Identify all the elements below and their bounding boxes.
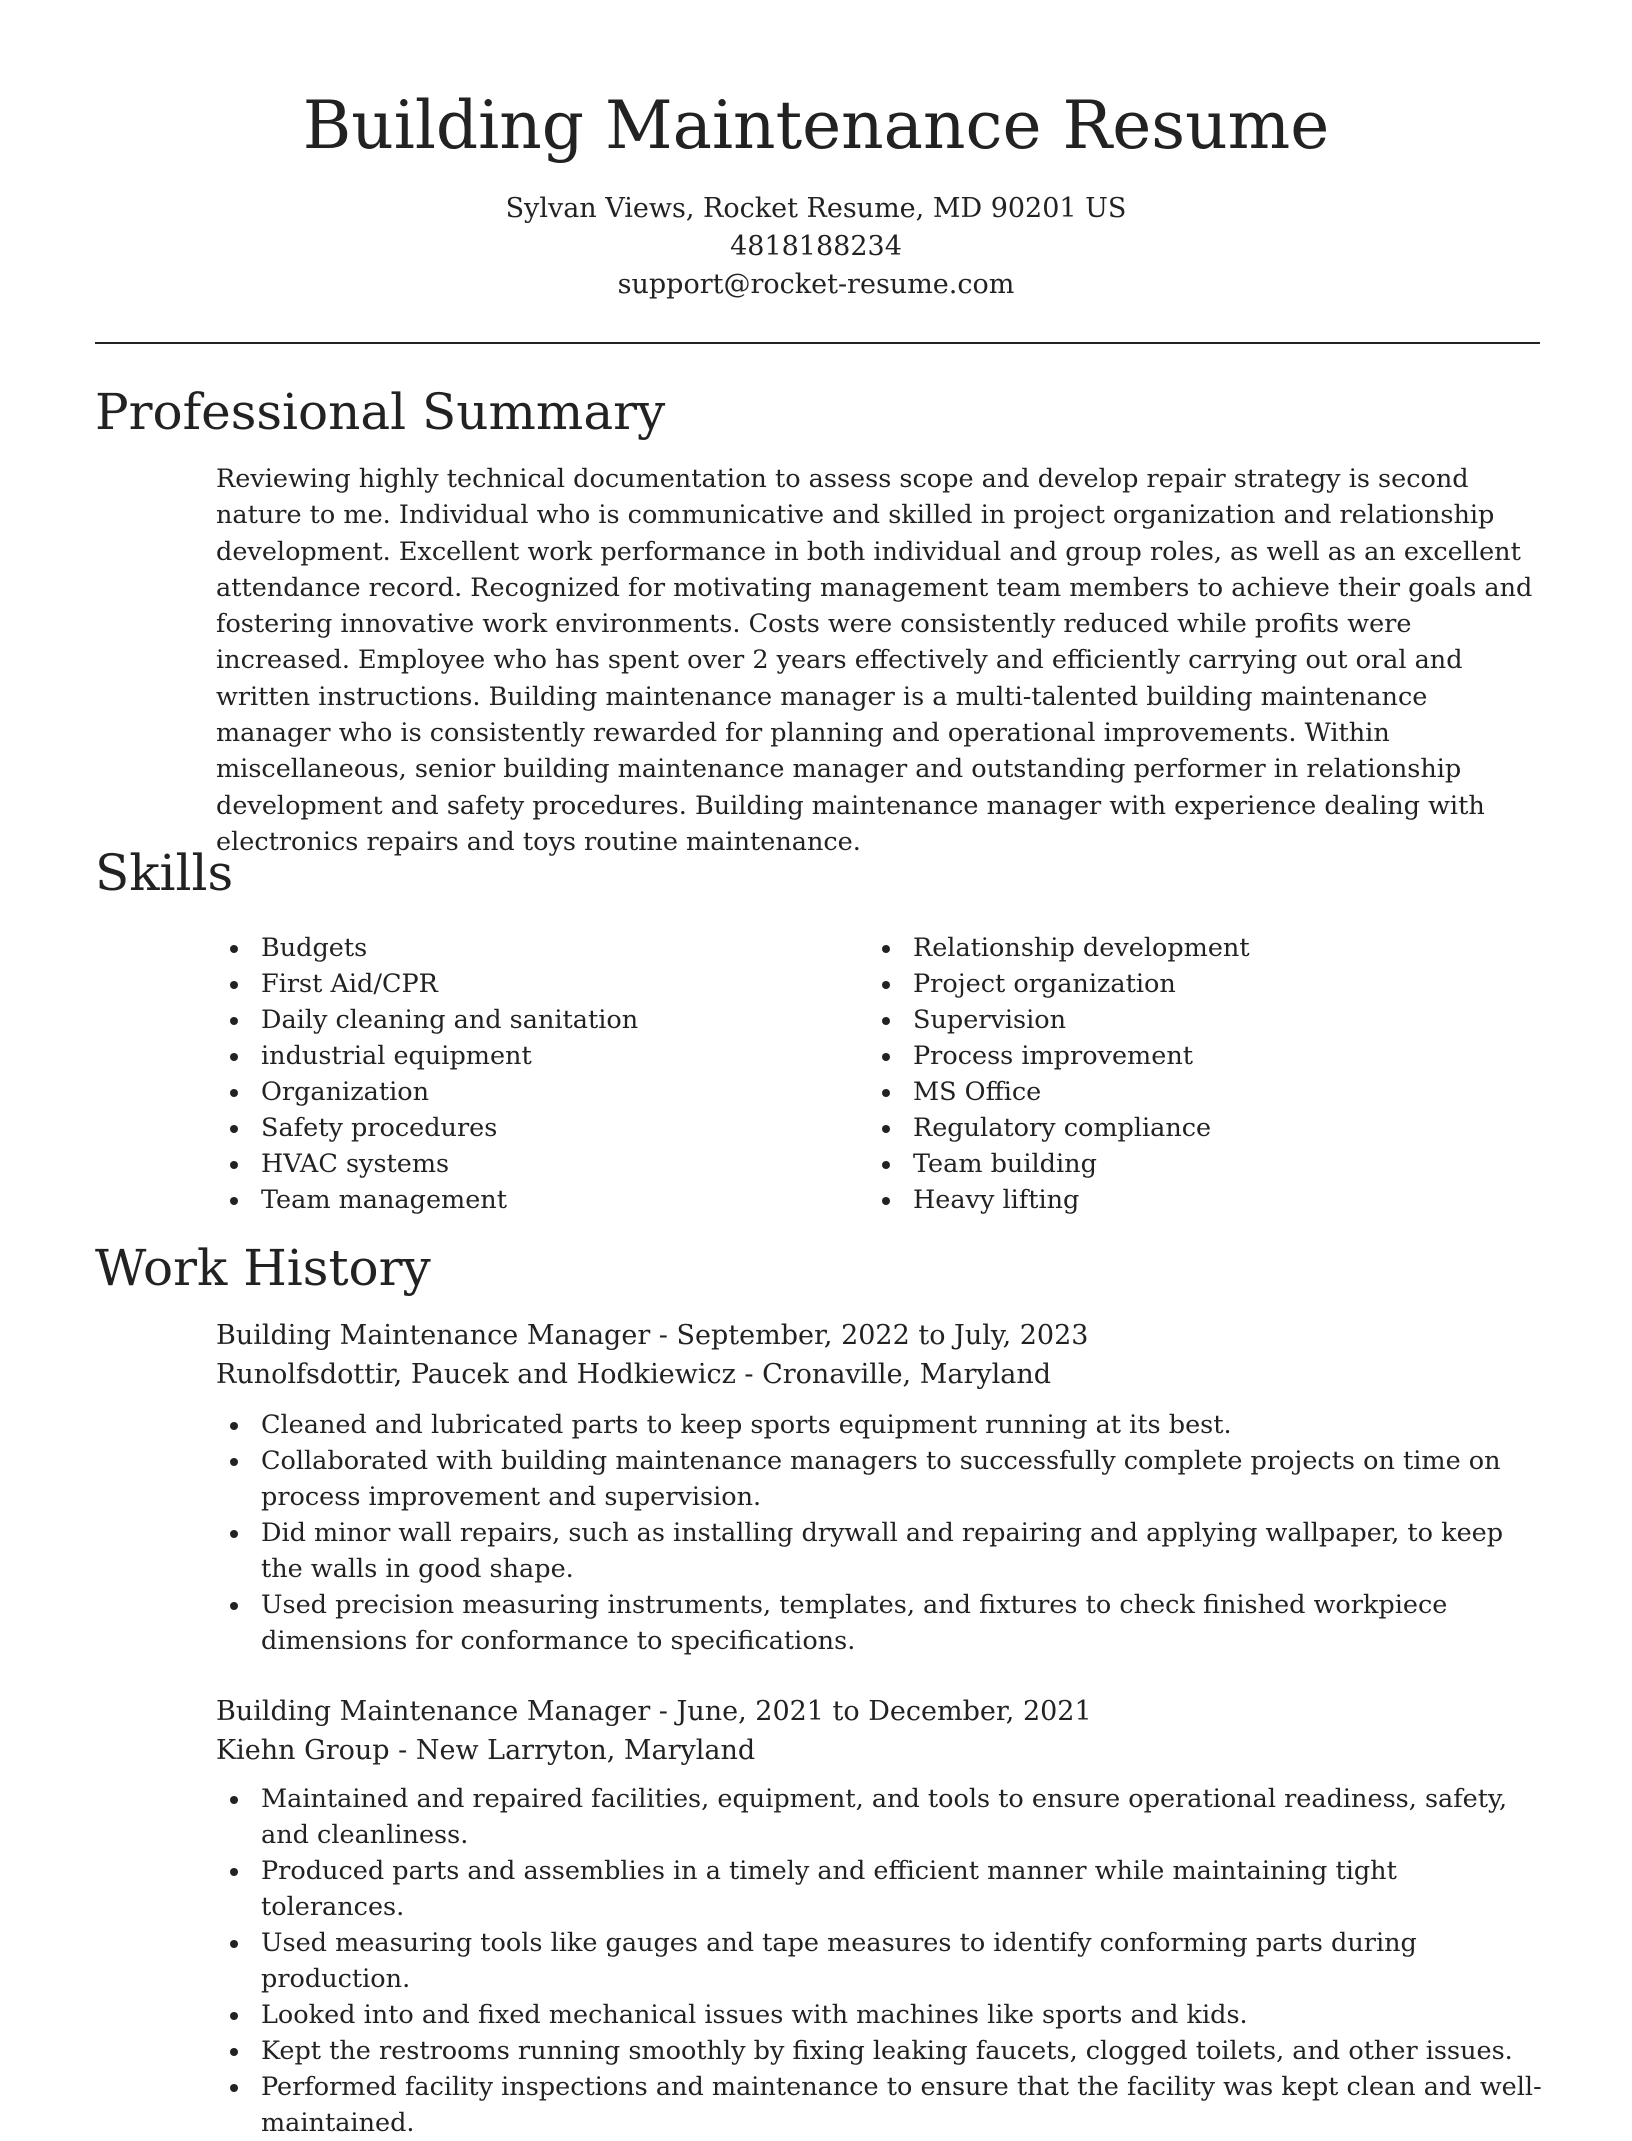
contact-block	[0, 190, 1632, 304]
skills-list-left	[216, 930, 816, 1218]
skill-item: Budgets	[216, 930, 816, 966]
job-bullet: Produced parts and assemblies in a timely and efficient manner while maintaining tight tolerances.	[216, 1853, 1546, 1925]
skill-item: MS Office	[868, 1074, 1528, 1110]
skill-item: Project organization	[868, 966, 1528, 1002]
job-bullet: Cleaned and lubricated parts to keep sports equipment running at its best.	[216, 1407, 1546, 1443]
skill-item: Process improvement	[868, 1038, 1528, 1074]
job-bullets	[216, 1781, 1546, 2141]
job-bullet: Looked into and fixed mechanical issues with machines like sports and kids.	[216, 1997, 1546, 2033]
skill-item: Safety procedures	[216, 1110, 816, 1146]
work-history-heading: Work History	[95, 1239, 431, 1297]
skills-list-right	[868, 930, 1528, 1218]
skill-item: Supervision	[868, 1002, 1528, 1038]
skill-item: Team building	[868, 1146, 1528, 1182]
skill-item: Relationship development	[868, 930, 1528, 966]
job-company-line: Kiehn Group - New Larryton, Maryland	[216, 1735, 756, 1766]
skill-item: First Aid/CPR	[216, 966, 816, 1002]
skill-item: Team management	[216, 1182, 816, 1218]
job-header	[216, 1316, 1536, 1394]
job-bullet: Kept the restrooms running smoothly by fixing leaking faucets, clogged toilets, and other issues.	[216, 2033, 1546, 2069]
skill-item: Regulatory compliance	[868, 1110, 1528, 1146]
skill-item: industrial equipment	[216, 1038, 816, 1074]
job-bullets	[216, 1407, 1546, 1659]
skill-item: Organization	[216, 1074, 816, 1110]
skill-item: HVAC systems	[216, 1146, 816, 1182]
header-divider	[95, 342, 1540, 344]
summary-text: Reviewing highly technical documentation to assess scope and develop repair strategy is second nature to me. Individual who is communicative and skilled in project organization and relationship development. Excellent work performance in both individual and group roles, as well as an excellent attendance record. Recognized for motivating management team members to achieve their goals and fostering innovative work environments. Costs were consistently reduced while profits were increased. Employee who has spent over 2 years effectively and efficiently carrying out oral and written instructions. Building maintenance manager is a multi-talented building maintenance manager who is consistently rewarded for planning and operational improvements. Within miscellaneous, senior building maintenance manager and outstanding performer in relationship development and safety procedures. Building maintenance manager with experience dealing with electronics repairs and toys routine maintenance.	[216, 464, 1533, 857]
job-title-line: Building Maintenance Manager - June, 2021 to December, 2021	[216, 1696, 1092, 1727]
summary-heading: Professional Summary	[95, 383, 666, 441]
contact-email: support@rocket-resume.com	[617, 269, 1015, 300]
job-title-line: Building Maintenance Manager - September, 2022 to July, 2023	[216, 1320, 1089, 1351]
job-header	[216, 1692, 1536, 1770]
job-bullet: Collaborated with building maintenance managers to successfully complete projects on time on process improvement and supervision.	[216, 1443, 1546, 1515]
contact-phone: 4818188234	[730, 231, 902, 262]
job-bullet: Used precision measuring instruments, templates, and fixtures to check finished workpiece dimensions for conformance to specifications.	[216, 1587, 1546, 1659]
skill-item: Daily cleaning and sanitation	[216, 1002, 816, 1038]
job-bullet: Performed facility inspections and maintenance to ensure that the facility was kept clean and well-maintained.	[216, 2069, 1546, 2141]
job-bullet: Did minor wall repairs, such as installing drywall and repairing and applying wallpaper, to keep the walls in good shape.	[216, 1515, 1546, 1587]
contact-address: Sylvan Views, Rocket Resume, MD 90201 US	[505, 193, 1127, 224]
skills-heading: Skills	[95, 844, 234, 902]
job-bullet: Used measuring tools like gauges and tape measures to identify conforming parts during production.	[216, 1925, 1546, 1997]
job-company-line: Runolfsdottir, Paucek and Hodkiewicz - Cronaville, Maryland	[216, 1359, 1052, 1390]
skill-item: Heavy lifting	[868, 1182, 1528, 1218]
resume-title: Building Maintenance Resume	[302, 87, 1330, 164]
job-bullet: Maintained and repaired facilities, equipment, and tools to ensure operational readiness, safety, and cleanliness.	[216, 1781, 1546, 1853]
